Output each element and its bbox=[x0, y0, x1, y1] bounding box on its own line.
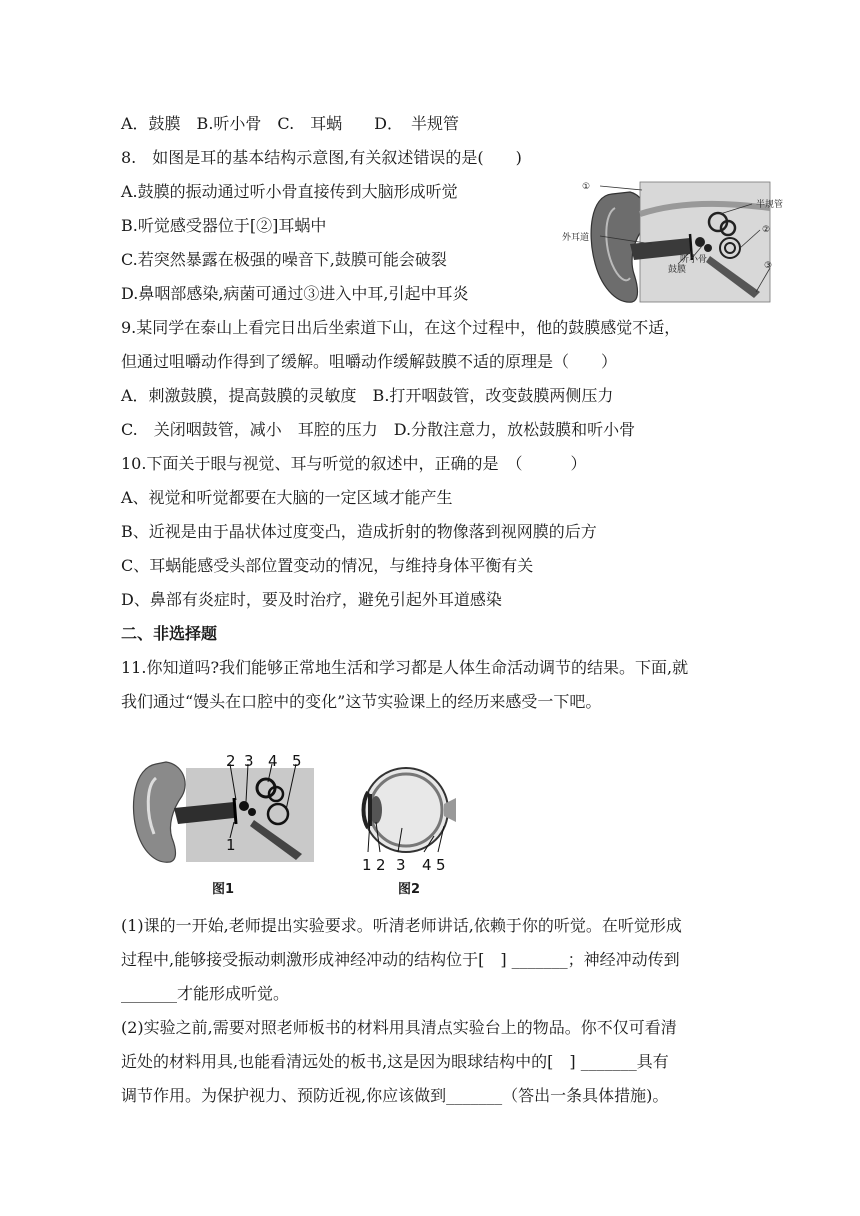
ear-structure-figure bbox=[560, 174, 790, 314]
q9-options-line2: C. 关闭咽鼓管，减小 耳腔的压力 D.分散注意力，放松鼓膜和听小骨 bbox=[121, 420, 636, 439]
q10-option-a: A、视觉和听觉都要在大脑的一定区域才能产生 bbox=[121, 488, 453, 507]
fig2-label-5: 5 bbox=[436, 856, 446, 874]
q9-options-line1: A．刺激鼓膜，提高鼓膜的灵敏度 B.打开咽鼓管，改变鼓膜两侧压力 bbox=[121, 386, 614, 405]
section-title: 二、非选择题 bbox=[121, 624, 218, 643]
fig2-label-2: 2 bbox=[376, 856, 386, 874]
fig1-label-1: 1 bbox=[226, 836, 236, 854]
fig1-label-5: 5 bbox=[292, 754, 302, 770]
fig2-label-4: 4 bbox=[422, 856, 432, 874]
q8-option-a: A.鼓膜的振动通过听小骨直接传到大脑形成听觉 bbox=[121, 182, 458, 201]
fig1-label-3: 3 bbox=[244, 754, 254, 770]
q11-p1-line1: (1)课的一开始,老师提出实验要求。听清老师讲话,依赖于你的听觉。在听觉形成 bbox=[121, 916, 682, 935]
q11-stem-line1: 11.你知道吗?我们能够正常地生活和学习都是人体生命活动调节的结果。下面,就 bbox=[121, 658, 689, 677]
q8-option-d: D.鼻咽部感染,病菌可通过③进入中耳,引起中耳炎 bbox=[121, 284, 469, 303]
figure2-caption: 图2 bbox=[398, 882, 421, 897]
figure1-caption: 图1 bbox=[212, 882, 235, 897]
q10-option-c: C、耳蜗能感受头部位置变动的情况，与维持身体平衡有关 bbox=[121, 556, 534, 575]
ear-label-semicircular-canal: 半规管 bbox=[756, 200, 784, 210]
q11-stem-line2: 我们通过“馒头在口腔中的变化”这节实验课上的经历来感受一下吧。 bbox=[121, 692, 602, 711]
q11-p1-line3: _______才能形成听觉。 bbox=[121, 984, 290, 1003]
fig2-label-3: 3 bbox=[396, 856, 406, 874]
q7-options: A．鼓膜 B.听小骨 C. 耳蜗 D． 半规管 bbox=[121, 114, 459, 133]
fig1-label-4: 4 bbox=[268, 754, 278, 770]
q8-option-c: C.若突然暴露在极强的噪音下,鼓膜可能会破裂 bbox=[121, 250, 447, 269]
q10-option-b: B、近视是由于晶状体过度变凸，造成折射的物像落到视网膜的后方 bbox=[121, 522, 597, 541]
q10-option-d: D、鼻部有炎症时，要及时治疗，避免引起外耳道感染 bbox=[121, 590, 502, 609]
q8-option-b: B.听觉感受器位于[②]耳蜗中 bbox=[121, 216, 327, 235]
q11-p2-line3: 调节作用。为保护视力、预防近视,你应该做到_______（答出一条具体措施)。 bbox=[121, 1086, 669, 1105]
ear-label-2: ② bbox=[762, 225, 771, 235]
q8-stem: 8. 如图是耳的基本结构示意图,有关叙述错误的是( ) bbox=[121, 148, 522, 167]
figure2-eye bbox=[358, 758, 458, 876]
ear-label-3: ③ bbox=[764, 261, 773, 271]
fig1-label-2: 2 bbox=[226, 754, 236, 770]
q11-p2-line1: (2)实验之前,需要对照老师板书的材料用具清点实验台上的物品。你不仅可看清 bbox=[121, 1018, 677, 1037]
figure1-ear bbox=[126, 754, 316, 866]
q9-stem-line1: 9.某同学在泰山上看完日出后坐索道下山，在这个过程中，他的鼓膜感觉不适， bbox=[121, 318, 681, 337]
ear-label-ossicles: 听小骨 bbox=[680, 255, 708, 265]
q9-stem-line2: 但通过咀嚼动作得到了缓解。咀嚼动作缓解鼓膜不适的原理是（ ） bbox=[121, 352, 618, 371]
ear-label-1: ① bbox=[582, 182, 591, 192]
q10-stem: 10.下面关于眼与视觉、耳与听觉的叙述中，正确的是 （ ） bbox=[121, 454, 587, 473]
q11-p2-line2: 近处的材料用具,也能看清远处的板书,这是因为眼球结构中的[ ] _______具有 bbox=[121, 1052, 669, 1071]
ear-label-ear-canal: 外耳道 bbox=[562, 233, 590, 243]
fig2-label-1: 1 bbox=[362, 856, 372, 874]
q11-p1-line2: 过程中,能够接受振动刺激形成神经冲动的结构位于[ ] _______；神经冲动传到 bbox=[121, 950, 680, 969]
ear-label-eardrum: 鼓膜 bbox=[668, 265, 687, 275]
